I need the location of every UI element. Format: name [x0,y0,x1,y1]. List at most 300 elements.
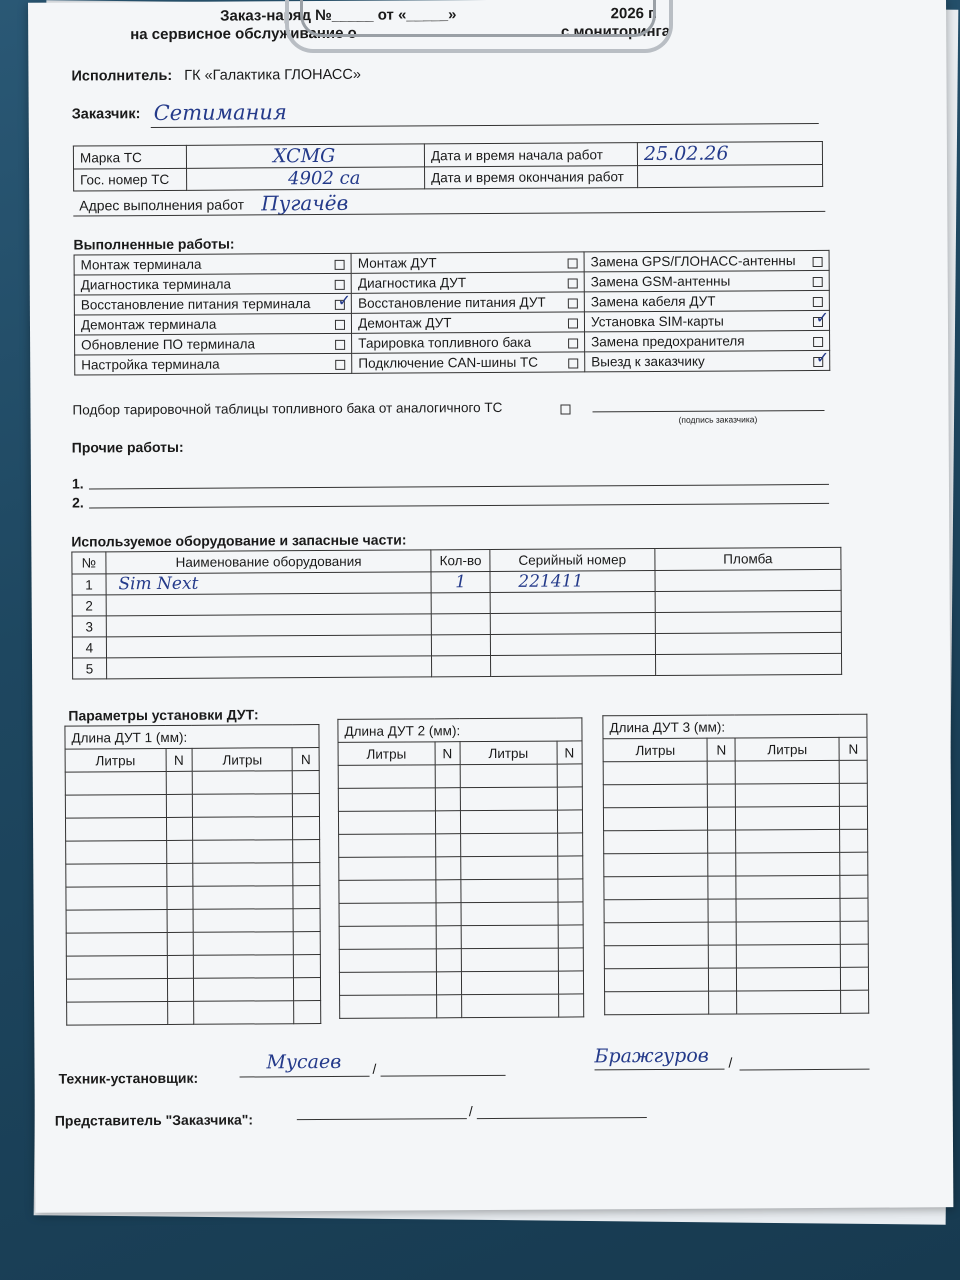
equipment-table [71,547,842,680]
dut-cell[interactable] [461,902,558,926]
equipment-cell [106,593,432,616]
table-row [65,771,319,796]
dut-cell[interactable] [460,810,557,834]
equipment-header: Серийный номер [490,548,655,571]
dut-length-label: Длина ДУТ 1 (мм): [65,725,319,750]
dut-cell[interactable] [436,972,462,995]
dut-cell[interactable] [435,788,461,811]
dut-column-header: N [839,737,867,760]
work-item [584,290,829,311]
dut-cell[interactable] [293,840,320,863]
table-row [339,879,583,903]
table-row [340,994,584,1018]
dut-cell[interactable] [166,863,193,886]
dut-cell[interactable] [461,856,558,880]
dut-cell[interactable] [708,876,736,899]
dut-cell[interactable] [461,879,558,903]
table-row [339,948,583,972]
table-row [65,794,319,819]
dut-cell[interactable] [166,771,193,794]
dut-cell[interactable] [604,830,709,854]
equipment-cell [106,656,432,679]
dut-cell[interactable] [603,807,708,831]
dut-cell[interactable] [436,926,462,949]
dut-cell[interactable] [66,863,167,887]
dut-column-header: N [707,738,735,761]
dut-cell[interactable] [840,806,868,829]
equipment-cell: 221411 [490,570,655,592]
equipment-cell: 1 [72,574,106,595]
equipment-cell [106,635,432,658]
work-item-label: Восстановление питания терминала [80,296,311,313]
dut-cell[interactable] [708,899,736,922]
dut-cell[interactable] [339,926,436,950]
dut-cell[interactable] [841,967,869,990]
dut-cell[interactable] [67,1001,168,1025]
equipment-cell: 2 [72,595,106,616]
dut-length-label: Длина ДУТ 2 (мм): [338,718,582,742]
work-item [74,273,351,295]
dut-cell[interactable] [294,955,321,978]
work-checkbox[interactable] [568,278,578,288]
dut-cell[interactable] [736,967,841,991]
checkmark-icon: ✓ [337,290,352,310]
tech-line-1 [240,1076,370,1078]
tech-slash: / [372,1060,377,1077]
table-row [339,971,583,995]
dut-cell[interactable] [735,806,840,830]
dut-column-header: Литры [603,738,708,762]
work-item-label: Тарировка топливного бака [358,334,532,351]
work-item [352,312,585,333]
dut-cell[interactable] [708,784,736,807]
work-checkbox[interactable] [813,277,823,287]
dut-cell[interactable] [294,1001,321,1024]
end-label: Дата и время окончания работ [425,166,638,189]
equipment-cell [655,653,841,675]
equipment-cell [432,655,491,676]
table-row [604,829,868,854]
dut-cell[interactable] [294,978,321,1001]
dut-cell[interactable] [840,875,868,898]
table-row [66,863,320,888]
client-line-2 [477,1117,647,1119]
dut-cell[interactable] [192,794,293,818]
work-checkbox[interactable] [568,358,578,368]
dut-table-3 [602,714,869,1016]
executor-label: Исполнитель: [71,67,173,85]
table-row [339,856,583,880]
dut-cell[interactable] [167,1001,194,1024]
dut-cell[interactable] [338,765,435,789]
dut-column-header: Литры [338,742,435,766]
dut-column-header: Литры [192,748,293,772]
other-item-1: 1. [71,475,84,492]
equipment-cell [490,612,655,634]
table-row [604,944,868,969]
dut-cell[interactable] [66,932,167,956]
table-row [603,760,867,785]
dut-cell[interactable] [461,948,558,972]
dut-cell[interactable] [558,948,584,971]
dut-cell[interactable] [558,994,584,1017]
equipment-cell [490,654,655,676]
tech-line-4 [740,1069,870,1071]
dut-column-header: N [166,748,193,771]
work-item [584,270,829,291]
dut-cell[interactable] [167,978,194,1001]
dut-cell[interactable] [461,925,558,949]
work-item [351,292,584,313]
dut-cell[interactable] [841,944,869,967]
other-line-2 [89,503,829,509]
dut-cell[interactable] [193,886,294,910]
title-part: с мониторинга [560,22,671,41]
address-label: Адрес выполнения работ [79,196,245,214]
table-row [604,921,868,946]
dut-cell[interactable] [167,955,194,978]
tech-label: Техник-установщик: [58,1069,199,1087]
work-item-label: Подключение CAN-шины ТС [358,354,539,371]
dut-cell[interactable] [193,932,294,956]
table-row [603,783,867,808]
tech-slash-2: / [728,1054,733,1071]
dut-cell[interactable] [604,853,709,877]
checkmark-icon: ✓ [815,347,830,367]
equipment-cell [655,590,841,612]
dut-cell[interactable] [708,807,736,830]
equipment-header: Кол-во [431,549,490,571]
dut-cell[interactable] [840,898,868,921]
dut-cell[interactable] [735,760,840,784]
work-checkbox[interactable] [568,338,578,348]
vehicle-table [73,141,823,192]
dut-length-label: Длина ДУТ 3 (мм): [603,714,867,739]
equipment-cell [432,613,491,634]
dut-cell[interactable] [461,833,558,857]
dut-cell[interactable] [708,830,736,853]
work-item [584,307,830,331]
work-checkbox[interactable] [813,337,823,347]
dut-cell[interactable] [66,886,167,910]
work-item [74,313,351,335]
dut-column-header: N [293,748,320,771]
dut-cell[interactable] [294,909,321,932]
title-part: 026 г. [618,4,658,23]
start-value [637,141,822,165]
table-row [66,955,320,980]
dut-cell[interactable] [604,922,709,946]
work-checkbox[interactable] [568,258,578,268]
tech-signature-2: Бражгуров [594,1044,709,1068]
dut-cell[interactable] [436,995,462,1018]
tech-line-2 [381,1075,506,1077]
work-item [75,353,352,375]
tech-signature: Мусаев [266,1050,342,1074]
dut-cell[interactable] [193,978,294,1002]
dut-cell[interactable] [294,932,321,955]
dut-cell[interactable] [557,787,583,810]
dut-cell[interactable] [840,829,868,852]
dut-cell[interactable] [167,909,194,932]
work-item-label: Выезд к заказчику [591,353,705,370]
dut-cell[interactable] [737,990,842,1014]
equipment-header: № [72,552,106,574]
dut-cell[interactable] [193,840,294,864]
brand-value-text: XCMG [272,144,336,168]
dut-header-row [65,748,319,773]
tare-checkbox[interactable] [560,404,570,414]
table-row [604,852,868,877]
dut-cell[interactable] [193,863,294,887]
dut-cell[interactable] [735,783,840,807]
dut-cell[interactable] [293,794,320,817]
other-item-2: 2. [72,494,84,511]
table-row [66,978,320,1003]
dut-cell[interactable] [339,903,436,927]
table-row [338,787,582,811]
table-row [339,925,583,949]
dut-title-row [338,718,582,742]
work-item-label: Монтаж ДУТ [357,255,437,271]
dut-cell[interactable] [65,794,166,818]
dut-cell[interactable] [841,990,869,1013]
dut-cell[interactable] [65,817,166,841]
table-row [604,967,868,992]
work-item-label: Демонтаж терминала [80,316,217,333]
dut-column-header: N [557,741,583,764]
equipment-cell: Sim Next [106,572,432,595]
table-row [338,764,582,788]
dut-cell[interactable] [166,840,193,863]
dut-cell[interactable] [557,833,583,856]
dut-column-header: Литры [65,748,166,772]
dut-cell[interactable] [604,876,709,900]
dut-cell[interactable] [338,811,435,835]
table-row [604,898,868,923]
table-row [604,875,868,900]
dut-cell[interactable] [340,995,437,1019]
dut-title-row [603,714,867,739]
work-item-label: Демонтаж ДУТ [358,315,452,331]
dut-cell[interactable] [840,760,868,783]
start-label: Дата и время начала работ [424,143,637,167]
dut-cell[interactable] [604,899,709,923]
dut-cell[interactable] [557,764,583,787]
table-row [66,932,320,957]
work-item-label: Замена кабеля ДУТ [590,293,716,310]
dut-cell[interactable] [166,886,193,909]
dut-cell[interactable] [66,978,167,1002]
work-checkbox[interactable] [335,340,345,350]
dut-title: Параметры установки ДУТ: [68,706,259,724]
work-item [585,330,830,351]
work-order-sheet [28,0,953,1213]
other-line-1 [89,484,829,490]
dut-cell[interactable] [709,991,737,1014]
dut-cell[interactable] [460,764,557,788]
dut-cell[interactable] [293,817,320,840]
plate-value [187,167,425,190]
work-item-label: Замена предохранителя [591,333,745,350]
dut-cell[interactable] [435,811,461,834]
dut-cell[interactable] [841,921,869,944]
dut-cell[interactable] [435,765,461,788]
equipment-title: Используемое оборудование и запасные части: [71,531,407,550]
work-item [352,332,585,353]
work-item-label: Настройка терминала [81,356,220,373]
work-item-label: Замена GSM-антенны [590,273,731,290]
work-checkbox[interactable] [568,318,578,328]
title-part: Заказ-на [220,7,284,25]
table-row [66,909,320,934]
dut-cell[interactable] [605,991,710,1015]
dut-cell[interactable] [558,971,584,994]
dut-cell[interactable] [339,949,436,973]
dut-cell[interactable] [604,945,709,969]
title-part: уживание о [270,24,357,43]
dut-table-1 [64,724,321,1026]
dut-cell[interactable] [462,994,559,1018]
dut-cell[interactable] [558,902,584,925]
dut-cell[interactable] [194,1001,295,1025]
dut-header-row [603,737,867,762]
brand-label: Марка ТС [73,145,186,169]
checkmark-icon: ✓ [815,307,830,327]
dut-column-header: N [435,742,461,765]
dut-cell[interactable] [435,857,461,880]
address-value: Пугачёв [261,190,349,216]
work-item [585,347,830,371]
equipment-header: Пломба [655,547,841,570]
dut-cell[interactable] [558,925,584,948]
dut-cell[interactable] [65,771,166,795]
dut-cell[interactable] [603,761,708,785]
dut-cell[interactable] [166,817,193,840]
equipment-cell [432,634,491,655]
client-line-1 [297,1118,467,1120]
equipment-cell [655,611,841,633]
dut-cell[interactable] [167,932,194,955]
table-row [338,810,582,834]
dut-cell[interactable] [460,787,557,811]
equipment-header: Наименование оборудования [106,550,432,574]
dut-cell[interactable] [736,898,841,922]
dut-cell[interactable] [193,909,294,933]
client-slash: / [468,1103,473,1120]
dut-cell[interactable] [66,840,167,864]
dut-cell[interactable] [736,875,841,899]
table-row [73,653,842,679]
dut-cell[interactable] [435,880,461,903]
dut-cell[interactable] [338,788,435,812]
dut-cell[interactable] [339,972,436,996]
work-checkbox[interactable] [335,260,345,270]
dut-cell[interactable] [736,921,841,945]
dut-cell[interactable] [436,949,462,972]
dut-cell[interactable] [435,834,461,857]
dut-cell[interactable] [293,771,320,794]
dut-cell[interactable] [709,945,737,968]
equipment-cell [655,632,841,654]
work-checkbox[interactable] [813,257,823,267]
equipment-cell: 5 [73,658,107,679]
dut-cell[interactable] [66,955,167,979]
dut-cell[interactable] [603,784,708,808]
dut-cell[interactable] [604,968,709,992]
dut-cell[interactable] [709,922,737,945]
equipment-cell [106,614,432,637]
works-title: Выполненные работы: [73,235,235,253]
dut-cell[interactable] [192,771,293,795]
work-item [584,250,829,271]
work-item-label: Диагностика ДУТ [357,275,467,291]
dut-cell[interactable] [840,783,868,806]
other-title: Прочие работы: [71,438,184,456]
dut-title-row [65,725,319,750]
dut-cell[interactable] [293,886,320,909]
dut-cell[interactable] [461,971,558,995]
dut-cell[interactable] [293,863,320,886]
plate-label: Гос. номер ТС [74,168,187,191]
dut-cell[interactable] [736,944,841,968]
dut-cell[interactable] [557,856,583,879]
table-row [339,833,583,857]
dut-cell[interactable] [840,852,868,875]
customer-value: Сетимания [153,100,287,126]
works-table [74,250,831,376]
dut-cell[interactable] [736,852,841,876]
work-checkbox[interactable] [335,280,345,290]
work-checkbox[interactable] [813,297,823,307]
work-checkbox[interactable] [568,298,578,308]
dut-cell[interactable] [708,853,736,876]
clipboard-clip-inner [300,0,656,37]
work-item [74,253,351,275]
work-item [75,333,352,355]
dut-cell[interactable] [709,968,737,991]
equipment-cell [432,592,491,613]
dut-cell[interactable] [339,834,436,858]
dut-cell[interactable] [557,879,583,902]
dut-cell[interactable] [193,955,294,979]
dut-cell[interactable] [166,794,193,817]
dut-cell[interactable] [339,880,436,904]
dut-cell[interactable] [708,761,736,784]
dut-header-row [338,741,582,765]
work-item [351,252,584,273]
dut-cell[interactable] [736,829,841,853]
work-item [351,272,584,293]
equipment-cell [490,591,655,613]
work-checkbox[interactable] [335,360,345,370]
start-value-text: 25.02.26 [643,142,729,166]
executor-value: ГК «Галактика ГЛОНАСС» [184,66,361,84]
dut-cell[interactable] [557,810,583,833]
work-checkbox[interactable] [335,320,345,330]
customer-label: Заказчик: [71,106,141,123]
dut-cell[interactable] [192,817,293,841]
dut-cell[interactable] [436,903,462,926]
client-label: Представитель "Заказчика": [54,1111,254,1129]
dut-cell[interactable] [339,857,436,881]
tare-label: Подбор тарировочной таблицы топливного бака от аналогичного ТС [72,399,503,418]
work-item-label: Обновление ПО терминала [81,336,256,353]
dut-cell[interactable] [66,909,167,933]
table-row [66,840,320,865]
dut-column-header: Литры [735,737,840,761]
sign-caption: (подпись заказчика) [678,414,758,425]
